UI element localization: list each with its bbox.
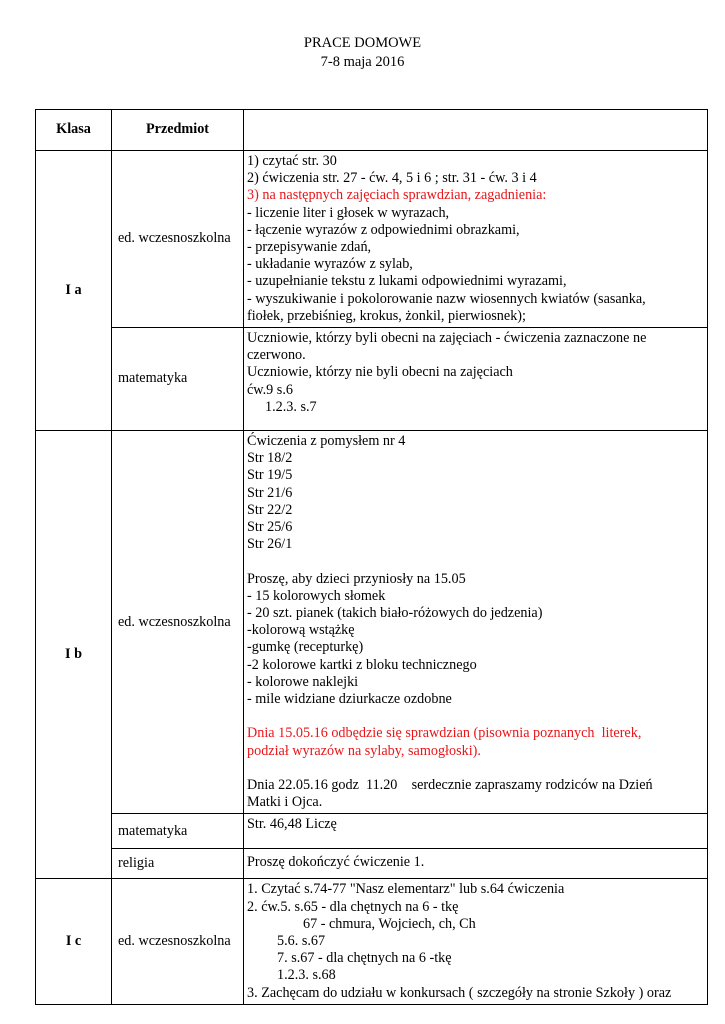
blank-line [247,553,703,570]
subject-cell: ed. wczesnoszkolna [112,151,244,328]
assignment-line: Str 21/6 [247,484,293,501]
assignment-line: 7. s.67 - dla chętnych na 6 -tkę [277,950,452,967]
assignment-line: - kolorowe naklejki [247,673,359,690]
subject-cell: religia [112,849,244,879]
assignment-cell [244,328,708,431]
assignment-line: 1) czytać str. 30 [247,153,337,169]
page-date: 7-8 maja 2016 [320,54,405,70]
assignment-line: Proszę, aby dzieci przyniosły na 15.05 [247,570,466,587]
assignment-cell [244,151,708,328]
assignment-line: -2 kolorowe kartki z bloku technicznego [247,656,477,673]
assignment-line: 1.2.3. s.7 [265,398,317,415]
table-row [36,879,708,1004]
subject-cell: ed. wczesnoszkolna [112,431,244,814]
assignment-line: Dnia 22.05.16 godz 11.20 serdecznie zapraszamy rodziców na Dzień [247,777,653,794]
page-title: PRACE DOMOWE [303,35,422,51]
assignment-line: - przepisywanie zdań, [247,239,372,256]
subject-cell: ed. wczesnoszkolna [112,879,244,1004]
assignment-line: Str. 46,48 Liczę [247,816,337,833]
assignment-line: - łączenie wyrazów z odpowiednimi obrazkami, [247,221,520,238]
assignment-line: Str 19/5 [247,467,293,484]
assignment-line: Str 26/1 [247,536,293,553]
assignment-line: - mile widziane dziurkacze ozdobne [247,691,452,708]
assignment-line: -kolorową wstążkę [247,622,355,639]
class-cell-ic: I c [36,879,112,1004]
assignment-line: 2. ćw.5. s.65 - dla chętnych na 6 - tkę [247,898,459,915]
homework-table [35,109,708,1005]
assignment-line: Str 25/6 [247,519,293,536]
table-row [36,849,708,879]
header-klasa: Klasa [36,110,112,151]
assignment-line: Proszę dokończyć ćwiczenie 1. [247,854,425,871]
assignment-line: Uczniowie, którzy nie byli obecni na zajęciach [247,364,513,381]
assignment-cell [244,849,708,879]
assignment-cell [244,431,708,814]
table-row [36,151,708,328]
table-header-row [36,110,708,151]
header-blank [244,110,708,151]
assignment-line: 5.6. s.67 [277,933,326,950]
assignment-line: 2) ćwiczenia str. 27 - ćw. 4, 5 i 6 ; str. 31 - ćw. 3 i 4 [247,170,537,187]
assignment-line: 67 - chmura, Wojciech, ch, Ch [303,915,476,932]
assignment-line: - 15 kolorowych słomek [247,587,386,604]
header-przedmiot: Przedmiot [112,110,244,151]
assignment-line: - uzupełnianie tekstu z lukami odpowiednimi wyrazami, [247,273,567,290]
table-row [36,431,708,814]
assignment-line: Str 18/2 [247,450,293,467]
assignment-line: -gumkę (recepturkę) [247,639,364,656]
assignment-line: czerwono. [247,347,306,364]
assignment-line: Matki i Ojca. [247,794,323,811]
class-cell-ia: I a [36,151,112,431]
assignment-line: - wyszukiwanie i pokolorowanie nazw wiosennych kwiatów (sasanka, [247,290,646,307]
assignment-line: ćw.9 s.6 [247,381,293,398]
table-row [36,328,708,431]
assignment-line: - liczenie liter i głosek w wyrazach, [247,204,450,221]
assignment-line: - układanie wyrazów z sylab, [247,256,413,273]
class-cell-ib: I b [36,431,112,879]
assignment-line-highlight: Dnia 15.05.16 odbędzie się sprawdzian (pisownia poznanych literek, [247,725,642,742]
assignment-line: 1. Czytać s.74-77 "Nasz elementarz" lub s.64 ćwiczenia [247,881,565,898]
assignment-cell [244,879,708,1004]
table-row [36,814,708,849]
assignment-line-highlight: 3) na następnych zajęciach sprawdzian, zagadnienia: [247,187,547,204]
subject-cell: matematyka [112,814,244,849]
assignment-line-highlight: podział wyrazów na sylaby, samogłoski). [247,742,481,759]
assignment-line: Ćwiczenia z pomysłem nr 4 [247,433,406,450]
assignment-line: fiołek, przebiśnieg, krokus, żonkil, pierwiosnek); [247,307,526,324]
assignment-line: 3. Zachęcam do udziału w konkursach ( szczegóły na stronie Szkoły ) oraz [247,984,672,1001]
blank-line [247,760,703,777]
assignment-line: - 20 szt. pianek (takich biało-różowych do jedzenia) [247,605,543,622]
assignment-line: Uczniowie, którzy byli obecni na zajęciach - ćwiczenia zaznaczone ne [247,330,647,347]
subject-cell: matematyka [112,328,244,431]
assignment-line: 1.2.3. s.68 [277,967,336,984]
assignment-line: Str 22/2 [247,501,293,518]
blank-line [247,708,703,725]
assignment-cell [244,814,708,849]
